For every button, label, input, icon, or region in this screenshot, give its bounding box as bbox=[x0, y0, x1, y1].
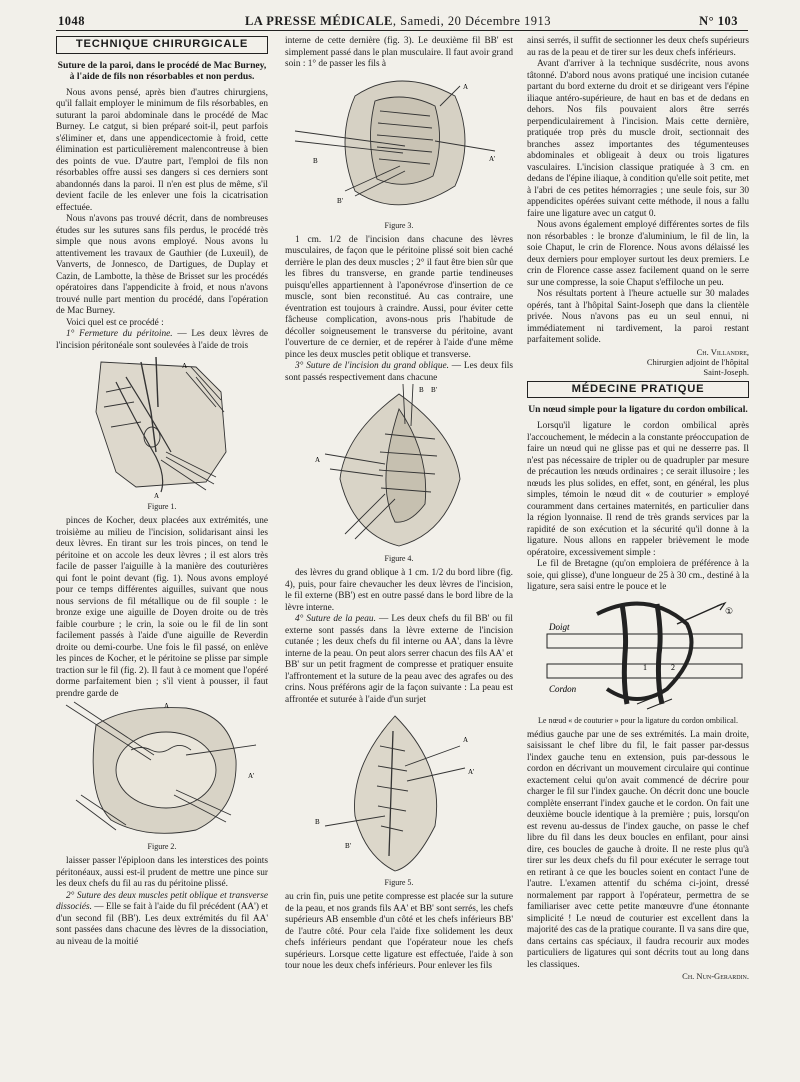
page-number: 1048 bbox=[58, 14, 85, 28]
figure-1-illustration bbox=[56, 352, 268, 500]
issue-date: , Samedi, 20 Décembre 1913 bbox=[392, 14, 552, 28]
figure-3 bbox=[285, 71, 513, 219]
paragraph: médius gauche par une de ses extrémités. La main droite, saisissant le chef libre du fil, le fait passer par-dessus l'index gauche tenu en extension, puis par-dessous le cordon en décrivant un mouvement circulaire qui continue exactement celui qu'on avait commencé de décrire pour charger le fil sur l'index gauche. On décrit donc une boucle complète enserrant l'index gauche et le cordon. On fait une deuxième boucle identique à la première ; puis, lorsqu'on est revenu au-dessus de l'index gauche, on passe le chef libre du fil dans les deux boucles en enfilant, pour ainsi dire, ces boucles de gauche à droite. Il ne reste plus qu'à tirer sur les deux chefs du fil pour exécuter le serrage tout en retirant à ce que les boucles soient en contact l'une de l'autre. L'examen attentif du schéma ci-joint, dressé normalement par rapport à l'opérateur, permettra de se familiariser avec cette petite manœuvre d'une étonnante simplicité ! Le nœud de couturier est excellent dans la majorité des cas de la pratique courante. Il va sans dire que, dans certains cas spéciaux, il faudra recourir aux modes particuliers de ligatures qui sont décrits tout au long dans les classiques. bbox=[527, 729, 749, 970]
fig5-label-ap: A' bbox=[468, 768, 475, 776]
fig4-label-b: B bbox=[419, 386, 424, 394]
section-rubric-technique: TECHNIQUE CHIRURGICALE bbox=[56, 36, 268, 54]
fig2-label-a: A bbox=[164, 702, 170, 710]
figure-4-illustration bbox=[285, 384, 513, 552]
issue-number: N° 103 bbox=[699, 14, 738, 28]
figure-2-illustration bbox=[56, 700, 268, 840]
paragraph: interne de cette dernière (fig. 3). Le deuxième fil BB' est simplement passé dans le plan musculaire. Il faut avoir grand soin : 1° de passer les fils à bbox=[285, 36, 513, 69]
signature-villandre bbox=[527, 347, 749, 377]
step-text: — Elle se fait à l'aide du fil précédent (AA') et d'un second fil (BB'). Les deux extrémités du fil AA' sont passées dans chacune des lèvres de la dissociation, au niveau de la moitié bbox=[56, 902, 268, 947]
signature-nun-gerardin bbox=[527, 971, 749, 981]
column-2 bbox=[285, 36, 513, 973]
figure-3-illustration bbox=[285, 71, 513, 219]
figure-5-caption: Figure 5. bbox=[384, 878, 414, 887]
figure-3-caption: Figure 3. bbox=[384, 220, 414, 230]
paragraph: Voici quel est ce procédé : bbox=[66, 317, 164, 328]
fig5-label-bp: B' bbox=[345, 842, 351, 850]
paragraph: Lorsqu'il ligature le cordon ombilical après l'accouchement, le médecin a la constante préoccupation de faire un nœud qui ne glisse pas et qui ne desserre pas. Il n'est pas nécessaire de tripler ou de quadrupler par mesure de précaution les nœuds ordinaires ; ce serait illusoire ; les nœuds les plus solides, en effet, sont, en général, les plus simples, témoin le nœud dit « de couturier » employé couramment dans certaines maternités, en particulier dans la région lyonnaise. Il rend de très grands services par la rapidité de son exécution et la sécurité qu'il donne à la ligature. Nous allons en rappeler brièvement le mode opératoire, excessivement simple : bbox=[527, 421, 749, 558]
figure-4 bbox=[285, 384, 513, 552]
paragraph: Nous avons pensé, après bien d'autres chirurgiens, qu'il fallait employer le minimum de fils résorbables, en suturant la paroi abdominale dans le procédé de Mac Burney. Le catgut, si bien préparé soit-il, peut parfois s'éliminer et, dans une appendicectomie à froid, cette élimination est particulièrement malencontreuse à bien des points de vue. D'autre part, l'emploi de fils non résorbables offre aussi ses dangers si ces derniers sont abandonnés dans la paroi. Il n'en est plus de même, s'il devient facile de les enlever une fois la cicatrisation effectuée. bbox=[56, 87, 268, 213]
knot-label-cordon: Cordon bbox=[549, 683, 577, 694]
step-heading: 4° Suture de la peau. bbox=[295, 614, 376, 624]
running-header bbox=[58, 12, 738, 30]
paragraph bbox=[285, 361, 513, 384]
fig5-label-a: A bbox=[463, 736, 469, 744]
step-heading: 2° Suture des deux muscles petit oblique et transverse dissociés. bbox=[56, 890, 268, 912]
paragraph: au crin fin, puis une petite compresse est placée sur la suture de la peau, et nos grands fils AA' et BB' sont serrés, les chefs supérieurs AB ensemble d'un côté et les chefs inférieurs BB' de l'autre côté. Pour cela l'aide fixe solidement les deux chefs inférieurs pendant que l'opérateur noue les chefs supérieurs. Lorsque cette ligature est effectuée, l'aide à son tour noue les deux chefs inférieurs. Pour enlever les fils bbox=[285, 892, 513, 971]
figure-5 bbox=[285, 706, 513, 876]
figure-knot bbox=[527, 594, 749, 714]
paragraph: Nous avons également employé différentes sortes de fils non résorbables : le bronze d'aluminium, le fil de lin, la soie Chaput, le crin de Florence. Nous avons délaissé les deux derniers pour employer surtout les deux premiers. Le crin de Florence casse assez facilement quand on le serre sur une compresse, la soie Chaput s'effiloche un peu. bbox=[527, 220, 749, 288]
fig1-label-a-bottom: A bbox=[154, 492, 160, 500]
fig3-label-b: B bbox=[313, 156, 318, 165]
fig3-label-ap: A' bbox=[489, 154, 496, 163]
paragraph: Nos résultats portent à l'heure actuelle sur 30 malades opérés, tant à l'hôpital Saint-Joseph que dans la clientèle privée. Nous n'avons pas eu un seul ennui, ni immédiatement ni tardivement, la paroi restant parfaitement solide. bbox=[527, 289, 749, 345]
figure-5-illustration bbox=[285, 706, 513, 876]
column-3 bbox=[527, 36, 749, 981]
step-text: — Les deux fils sont passés respectivement dans chacune bbox=[285, 361, 514, 383]
figure-1 bbox=[56, 352, 268, 500]
paragraph: laisser passer l'épiploon dans les interstices des points péritonéaux, aussi est-il prudent de mettre une pince sur les deux chefs du fil au ras du péritoine plissé. bbox=[56, 856, 268, 889]
fig4-label-a: A bbox=[315, 456, 321, 464]
knot-diagram bbox=[527, 594, 749, 714]
knot-figure-caption: Le nœud « de couturier » pour la ligature du cordon ombilical. bbox=[538, 715, 738, 725]
column-1 bbox=[56, 36, 268, 948]
step-heading: 1° Fermeture du péritoine. bbox=[66, 329, 173, 339]
paragraph: des lèvres du grand oblique à 1 cm. 1/2 du bord libre (fig. 4), puis, pour faire chevaucher les deux lèvres de l'incision, le fil externe (BB') est en outre passé dans le bord libre de la lèvre interne. bbox=[285, 568, 513, 613]
figure-4-caption: Figure 4. bbox=[384, 554, 414, 563]
step-text: — Les deux lèvres de l'incision péritonéale sont soulevées à l'aide de trois bbox=[56, 329, 269, 351]
paragraph: Nous n'avons pas trouvé décrit, dans de nombreuses études sur les sutures sans fils perdus, le procédé très simple que nous avons employé. Nous avons lu attentivement les travaux de Gauthier (de Luxeuil), de Vanverts, de Jonnesco, de Dartigues, de Duplay et Cazin, de Lambotte, la thèse de Brisset sur les procédés opératoires dans l'appendicite à froid, et nous n'avons trouvé nulle part mention du procédé, dans l'opération de Mac Burney. bbox=[56, 214, 268, 316]
section-rubric-medecine: MÉDECINE PRATIQUE bbox=[527, 381, 749, 399]
paragraph: Le fil de Bretagne (qu'on emploiera de préférence à la soie, qui glisse), d'une longueur de 25 à 30 cm., destiné à la ligature, sera saisi entre le pouce et le bbox=[527, 559, 749, 592]
article-title: Suture de la paroi, dans le procédé de Mac Burney, à l'aide de fils non résorbables et non perdus. bbox=[57, 59, 267, 82]
knot-label-2: 2 bbox=[671, 662, 675, 672]
knot-label-1: 1 bbox=[643, 662, 647, 672]
header-rule bbox=[56, 30, 748, 31]
knot-label-doigt: Doigt bbox=[549, 621, 570, 632]
journal-title-line bbox=[58, 14, 738, 29]
fig5-label-b: B bbox=[315, 818, 320, 826]
paragraph: Avant d'arriver à la technique susdécrite, nous avons tâtonné. D'abord nous avons pratiqué une incision cutanée partant du bord externe du droit et se dirigeant vers l'épine iliaque antéro-supérieure, de haut en bas et de dedans en dehors. Nos fils pouvaient alors être serrés perpendiculairement à l'incision. Mais cette dernière, pratiquée trop près du muscle droit, sectionnait des branches assez importantes des tégumenteuses abdominales et obligeait à deux ou trois ligatures vasculaires. L'incision classique pratiquée à 3 cm. en dedans de l'épine iliaque, à condition qu'elle soit petite, met à l'abri de ces petites hémorragies ; une seule fois, sur 30 appendicites opérées suivant cette méthode, il nous a fallu faire une ligature avec un catgut 0. bbox=[527, 59, 749, 219]
article-title: Un nœud simple pour la ligature du cordon ombilical. bbox=[528, 404, 748, 415]
paragraph bbox=[285, 614, 513, 706]
author-name: Ch. Villandre, bbox=[696, 346, 749, 357]
paragraph: 1 cm. 1/2 de l'incision dans chacune des lèvres musculaires, de façon que le péritoine plissé soit bien caché derrière le plan des deux muscles ; 2° il faut être bien sûr que les fibres du transverse, en grande partie tendineuses puisqu'elles appartiennent à l'aponévrose d'insertion de ce muscle, sont bien reconstitué. Au cas contraire, une éventration est toujours à craindre. Aussi, pour éviter cette fâcheuse complication, avons-nous pris l'habitude de décoller soigneusement le transverse du péritoine, avant l'ouverture de ce dernier, et de repérer à l'aide d'une même pince les deux muscles petit oblique et transverse. bbox=[285, 234, 513, 360]
figure-1-caption: Figure 1. bbox=[147, 502, 177, 511]
fig4-label-bp: B' bbox=[431, 386, 437, 394]
figure-2 bbox=[56, 700, 268, 840]
fig2-label-ap: A' bbox=[248, 772, 255, 780]
journal-title: LA PRESSE MÉDICALE bbox=[244, 14, 393, 28]
author-role: Saint-Joseph. bbox=[703, 366, 749, 377]
author-role: Chirurgien adjoint de l'hôpital bbox=[646, 356, 749, 367]
fig1-label-a: A bbox=[182, 362, 188, 370]
author-name: Ch. Nun-Gerardin. bbox=[682, 971, 749, 981]
paragraph: ainsi serrés, il suffit de sectionner les deux chefs supérieurs au ras de la peau et de tirer sur les deux chefs inférieurs. bbox=[527, 36, 749, 58]
knot-label-circled-1: ① bbox=[725, 606, 734, 617]
fig3-label-a: A bbox=[463, 82, 469, 91]
figure-2-caption: Figure 2. bbox=[147, 842, 177, 851]
fig3-label-bp: B' bbox=[337, 196, 343, 205]
step-heading: 3° Suture de l'incision du grand oblique. bbox=[295, 361, 449, 371]
paragraph: pinces de Kocher, deux placées aux extrémités, une troisième au milieu de l'incision, solidarisant ainsi les deux lèvres. En tirant sur les trois pinces, on tend le péritoine et on accole les deux lèvres ; il est alors très facile de passer l'aiguille à la manière des couturières qui font le point devant (fig. 1). Nous avons employé pour ce temps différentes aiguilles, suivant que nous nous servions de fil métallique ou de fil souple : le bronze exige une aiguille de Doyen droite ou de très faible courbure ; le crin, la soie ou le fil de lin sont facilement passés à l'aide d'une aiguille de Reverdin droite ou demi-courbe. Une fois le fil passé, on enlève les pinces de Kocher, et le péritoine se plisse par simple traction sur le fil (fig. 2). Il faut à ce moment que l'opéré dorme parfaitement bien ; s'il vient à pousser, il faut prendre garde de bbox=[56, 516, 268, 699]
paragraph bbox=[56, 891, 268, 949]
step-text: — Les deux chefs du fil BB' ou fil externe sont passés dans la lèvre externe de l'incision cutanée ; les deux chefs du fil interne ou AA', dans la lèvre interne de la peau. On peut alors serrer chacun des fils AA' et BB' sur un petit fragment de compresse et pratiquer ensuite l'affrontement et la suture de la peau avec des agrafes ou des crins. Nous préférons agir de la façon suivante : La peau est affrontée et suturée à l'aide d'un surjet bbox=[285, 614, 513, 705]
paragraph bbox=[56, 329, 268, 352]
